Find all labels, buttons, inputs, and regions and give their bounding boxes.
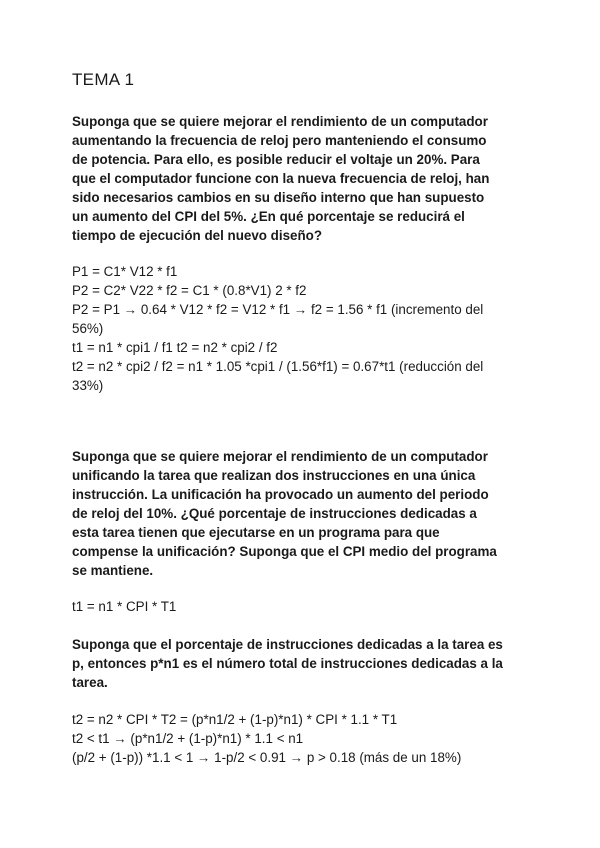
statement-line: unificando la tarea que realizan dos instrucciones en una única (72, 468, 476, 483)
statement-line: compense la unificación? Suponga que el CPI medio del programa (72, 544, 497, 559)
statement-line: sido necesarios cambios en su diseño interno que han supuesto (72, 190, 485, 205)
solution-line: 56%) (72, 321, 104, 336)
statement-line: aumentando la frecuencia de reloj pero manteniendo el consumo (72, 133, 487, 148)
question-2-solution (72, 710, 542, 767)
solution-line: P1 = C1* V12 * f1 (72, 264, 178, 279)
question-1-statement (72, 112, 542, 245)
page-title: TEMA 1 (72, 70, 135, 89)
solution-line: P2 = P1 → 0.64 * V12 * f2 = V12 * f1 → f2 = 1.56 * f1 (incremento del (72, 302, 484, 317)
statement-line: se mantiene. (72, 563, 154, 578)
assumption-line: tarea. (72, 675, 108, 690)
solution-line: t2 < t1 → (p*n1/2 + (1-p)*n1) * 1.1 < n1 (72, 731, 304, 746)
solution-line: t2 = n2 * CPI * T2 = (p*n1/2 + (1-p)*n1) * CPI * 1.1 * T1 (72, 712, 398, 727)
solution-line: (p/2 + (1-p)) *1.1 < 1 → 1-p/2 < 0.91 → p > 0.18 (más de un 18%) (72, 750, 462, 765)
statement-line: de potencia. Para ello, es posible reducir el voltaje un 20%. Para (72, 152, 480, 167)
formula-line: t1 = n1 * CPI * T1 (72, 599, 177, 614)
question-2-formula (72, 597, 542, 616)
statement-line: de reloj del 10%. ¿Qué porcentaje de instrucciones dedicadas a (72, 506, 477, 521)
assumption-line: p, entonces p*n1 es el número total de instrucciones dedicadas a la (72, 656, 503, 671)
solution-line: P2 = C2* V22 * f2 = C1 * (0.8*V1) 2 * f2 (72, 283, 307, 298)
question-2-statement (72, 447, 542, 580)
statement-line: Suponga que se quiere mejorar el rendimiento de un computador (72, 449, 488, 464)
assumption-line: Suponga que el porcentaje de instrucciones dedicadas a la tarea es (72, 637, 503, 652)
statement-line: tiempo de ejecución del nuevo diseño? (72, 228, 323, 243)
statement-line: que el computador funcione con la nueva frecuencia de reloj, han (72, 171, 490, 186)
solution-line: 33%) (72, 378, 104, 393)
question-2-assumption (72, 635, 542, 692)
statement-line: instrucción. La unificación ha provocado un aumento del periodo (72, 487, 489, 502)
statement-line: un aumento del CPI del 5%. ¿En qué porcentaje se reducirá el (72, 209, 465, 224)
solution-line: t1 = n1 * cpi1 / f1 t2 = n2 * cpi2 / f2 (72, 340, 278, 355)
solution-line: t2 = n2 * cpi2 / f2 = n1 * 1.05 *cpi1 / (1.56*f1) = 0.67*t1 (reducción del (72, 359, 484, 374)
statement-line: Suponga que se quiere mejorar el rendimiento de un computador (72, 114, 488, 129)
question-1-solution (72, 262, 542, 395)
statement-line: esta tarea tienen que ejecutarse en un programa para que (72, 525, 440, 540)
